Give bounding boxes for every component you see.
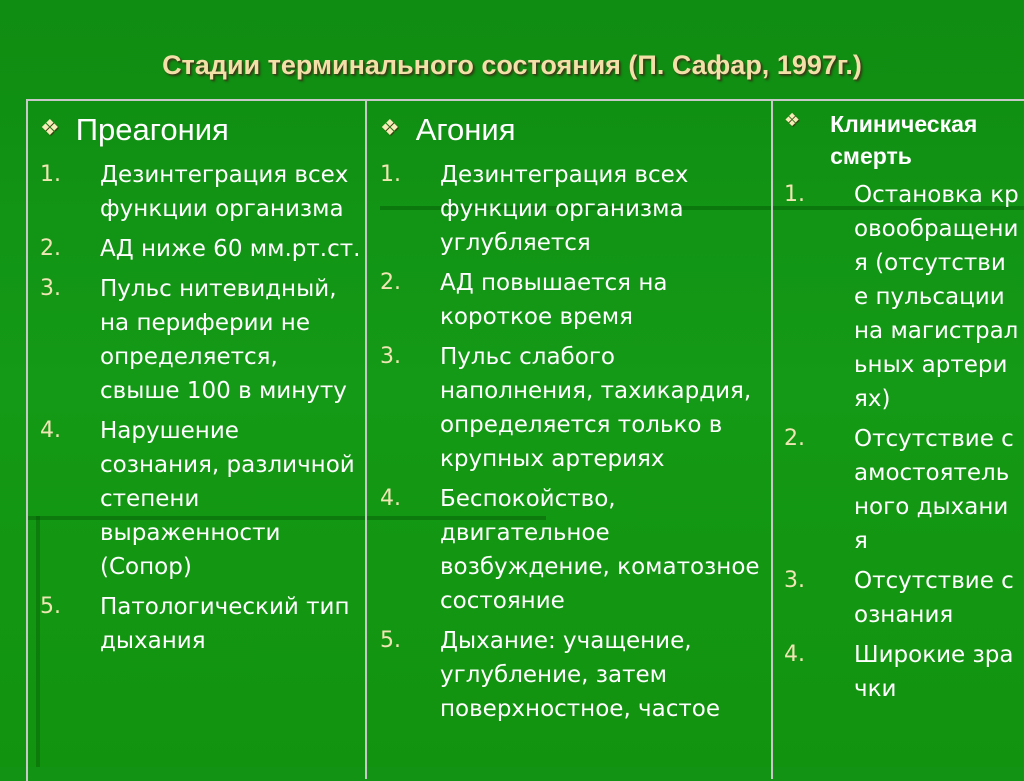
list-item — [40, 590, 362, 658]
list-item — [784, 422, 1020, 558]
list-item — [40, 232, 362, 266]
item-text: Нарушение сознания, различной степени выраженности (Сопор) — [100, 418, 355, 580]
column-heading — [380, 108, 768, 152]
column-heading — [40, 108, 362, 152]
item-text: Беспокойство, двигательное возбуждение, коматозное состояние — [440, 486, 760, 614]
list-item — [380, 624, 768, 726]
column-divider — [771, 99, 773, 779]
column-heading-text: Преагония — [75, 112, 229, 147]
item-number: 1. — [40, 162, 61, 187]
item-text: АД ниже 60 мм.рт.ст. — [100, 236, 361, 262]
column-agony — [380, 108, 768, 726]
item-number: 2. — [784, 426, 805, 451]
list-item — [784, 564, 1020, 632]
item-number: 3. — [784, 568, 805, 593]
list-item — [40, 272, 362, 408]
item-text: Патологический тип дыхания — [100, 594, 350, 654]
list-item — [380, 340, 768, 476]
item-text: Пульс слабого наполнения, тахикардия, определяется только в крупных артериях — [440, 344, 752, 472]
item-text: Пульс нитевидный, на периферии не определяется, свыше 100 в минуту — [100, 276, 347, 404]
stage-list — [784, 178, 1020, 706]
item-text: АД повышается на короткое время — [440, 270, 668, 330]
item-text: Дыхание: учащение, углубление, затем поверхностное, частое — [440, 628, 721, 722]
list-item — [380, 482, 768, 618]
diamond-bullet-icon: ❖ — [380, 116, 400, 141]
item-number: 4. — [784, 642, 805, 667]
column-heading-text: Клиническая смерть — [830, 111, 978, 169]
item-number: 5. — [380, 628, 401, 653]
column-divider — [365, 99, 367, 779]
item-number: 2. — [380, 270, 401, 295]
item-text: Широкие зрачки — [854, 642, 1014, 702]
column-heading-text: Агония — [415, 112, 516, 147]
list-item — [784, 178, 1020, 416]
list-item — [40, 158, 362, 226]
item-number: 1. — [380, 162, 401, 187]
item-number: 1. — [784, 182, 805, 207]
item-text: Дезинтеграция всех функции организма углубляется — [440, 162, 689, 256]
list-item — [40, 414, 362, 584]
item-text: Дезинтеграция всех функции организма — [100, 162, 349, 222]
item-text: Остановка кровообращения (отсутствие пульсации на магистральных артериях) — [854, 182, 1019, 412]
item-number: 3. — [380, 344, 401, 369]
item-text: Отсутствие сознания — [854, 568, 1014, 628]
list-item — [380, 266, 768, 334]
item-number: 3. — [40, 276, 61, 301]
item-text: Отсутствие самостоятельного дыхания — [854, 426, 1014, 554]
diamond-bullet-icon: ❖ — [784, 110, 801, 131]
stage-list — [380, 158, 768, 726]
item-number: 2. — [40, 236, 61, 261]
list-item — [380, 158, 768, 260]
diamond-bullet-icon: ❖ — [40, 116, 60, 141]
item-number: 5. — [40, 594, 61, 619]
column-preagony — [40, 108, 362, 658]
stage-list — [40, 158, 362, 658]
column-heading — [784, 108, 1020, 172]
list-item — [784, 638, 1020, 706]
item-number: 4. — [380, 486, 401, 511]
column-clinical-death — [784, 108, 1020, 706]
item-number: 4. — [40, 418, 61, 443]
slide-title: Стадии терминального состояния (П. Сафар, 1997г.) — [162, 50, 862, 80]
